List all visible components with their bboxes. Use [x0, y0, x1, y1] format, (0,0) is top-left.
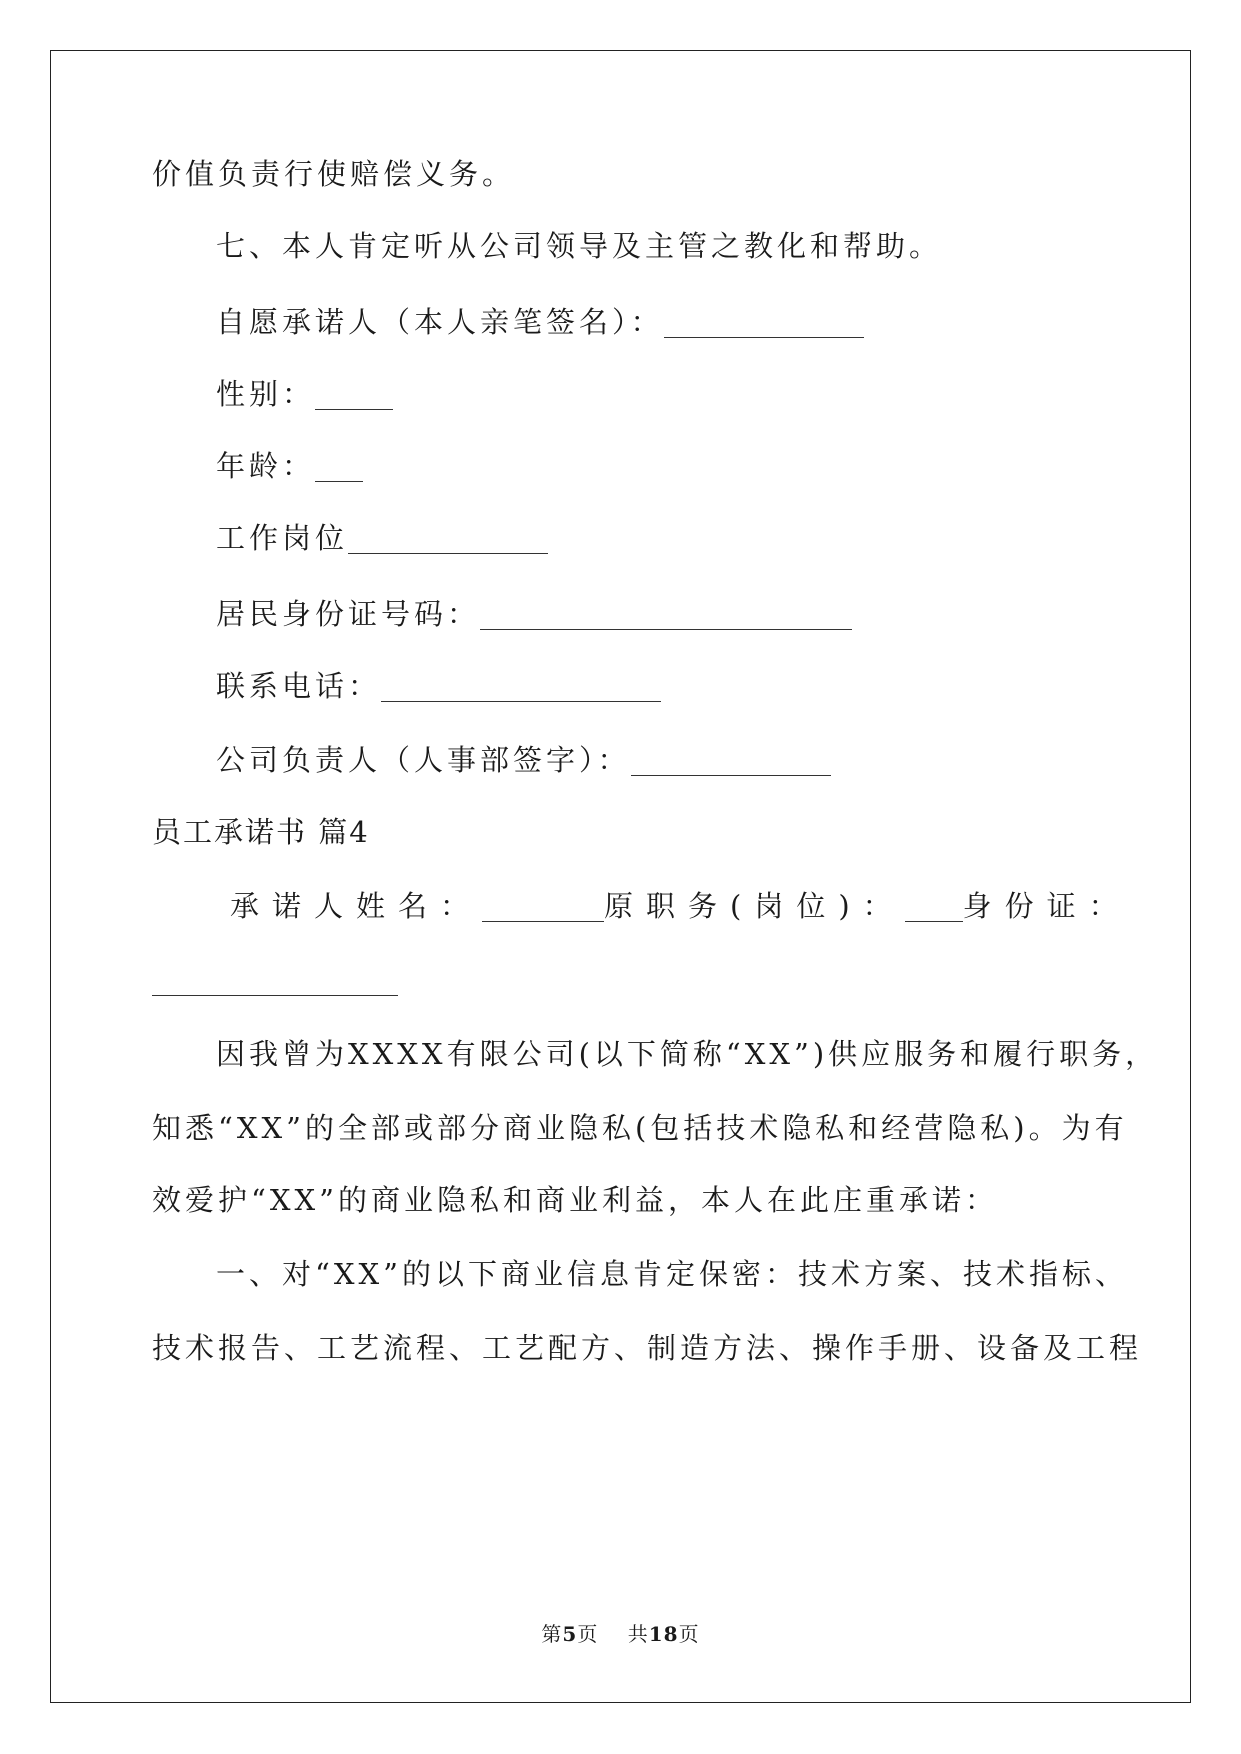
- page-footer: [0, 1620, 1241, 1648]
- id-card-field-row: [152, 960, 398, 1000]
- promisor-field-row: [230, 886, 1131, 926]
- total-page-number: 18: [648, 1622, 679, 1646]
- text-line: 因我曾为XXXX有限公司(以下简称“XX”)供应服务和履行职务，: [216, 1037, 1159, 1071]
- gender-field-row: [216, 374, 393, 414]
- age-field-row: [216, 446, 363, 486]
- signature-blank[interactable]: [664, 307, 864, 338]
- field-label: 原职务(岗位)：: [604, 889, 905, 923]
- hr-signature-blank[interactable]: [631, 745, 831, 776]
- id-number-field-row: [216, 594, 852, 634]
- footer-suffix: 页: [678, 1622, 700, 1646]
- position-field-row: [216, 518, 548, 558]
- field-label: 性别：: [216, 377, 316, 411]
- id-card-blank[interactable]: [152, 965, 398, 996]
- text-line: 技术报告、工艺流程、工艺配方、制造方法、操作手册、设备及工程: [152, 1331, 1143, 1365]
- text-line: 七、本人肯定听从公司领导及主管之教化和帮助。: [216, 229, 943, 263]
- page-border: [50, 50, 1191, 1703]
- hr-signature-field-row: [216, 740, 831, 780]
- field-label: 居民身份证号码：: [216, 597, 481, 631]
- phone-blank[interactable]: [381, 671, 661, 702]
- field-label: 承诺人姓名：: [230, 889, 483, 923]
- footer-middle: 页 共: [577, 1622, 649, 1646]
- name-blank[interactable]: [482, 891, 604, 922]
- field-label: 身份证：: [962, 889, 1131, 923]
- field-label: 联系电话：: [216, 669, 382, 703]
- field-label: 工作岗位: [216, 521, 349, 555]
- signature-field-row: [216, 302, 864, 342]
- field-label: 公司负责人（人事部签字）：: [216, 743, 631, 777]
- id-number-blank[interactable]: [480, 599, 852, 630]
- current-page-number: 5: [562, 1622, 578, 1646]
- former-post-blank[interactable]: [905, 891, 963, 922]
- phone-field-row: [216, 666, 661, 706]
- age-blank[interactable]: [315, 451, 363, 482]
- position-blank[interactable]: [348, 523, 548, 554]
- text-line: 知悉“XX”的全部或部分商业隐私(包括技术隐私和经营隐私)。为有: [152, 1111, 1128, 1145]
- field-label: 自愿承诺人（本人亲笔签名）：: [216, 305, 664, 339]
- field-label: 年龄：: [216, 449, 316, 483]
- text-line: 一、对“XX”的以下商业信息肯定保密：技术方案、技术指标、: [216, 1257, 1128, 1291]
- text-line: 效爱护“XX”的商业隐私和商业利益，本人在此庄重承诺：: [152, 1183, 998, 1217]
- footer-prefix: 第: [541, 1622, 563, 1646]
- text-line: 价值负责行使赔偿义务。: [152, 157, 516, 191]
- section-heading: 员工承诺书 篇4: [152, 815, 370, 849]
- gender-blank[interactable]: [315, 379, 393, 410]
